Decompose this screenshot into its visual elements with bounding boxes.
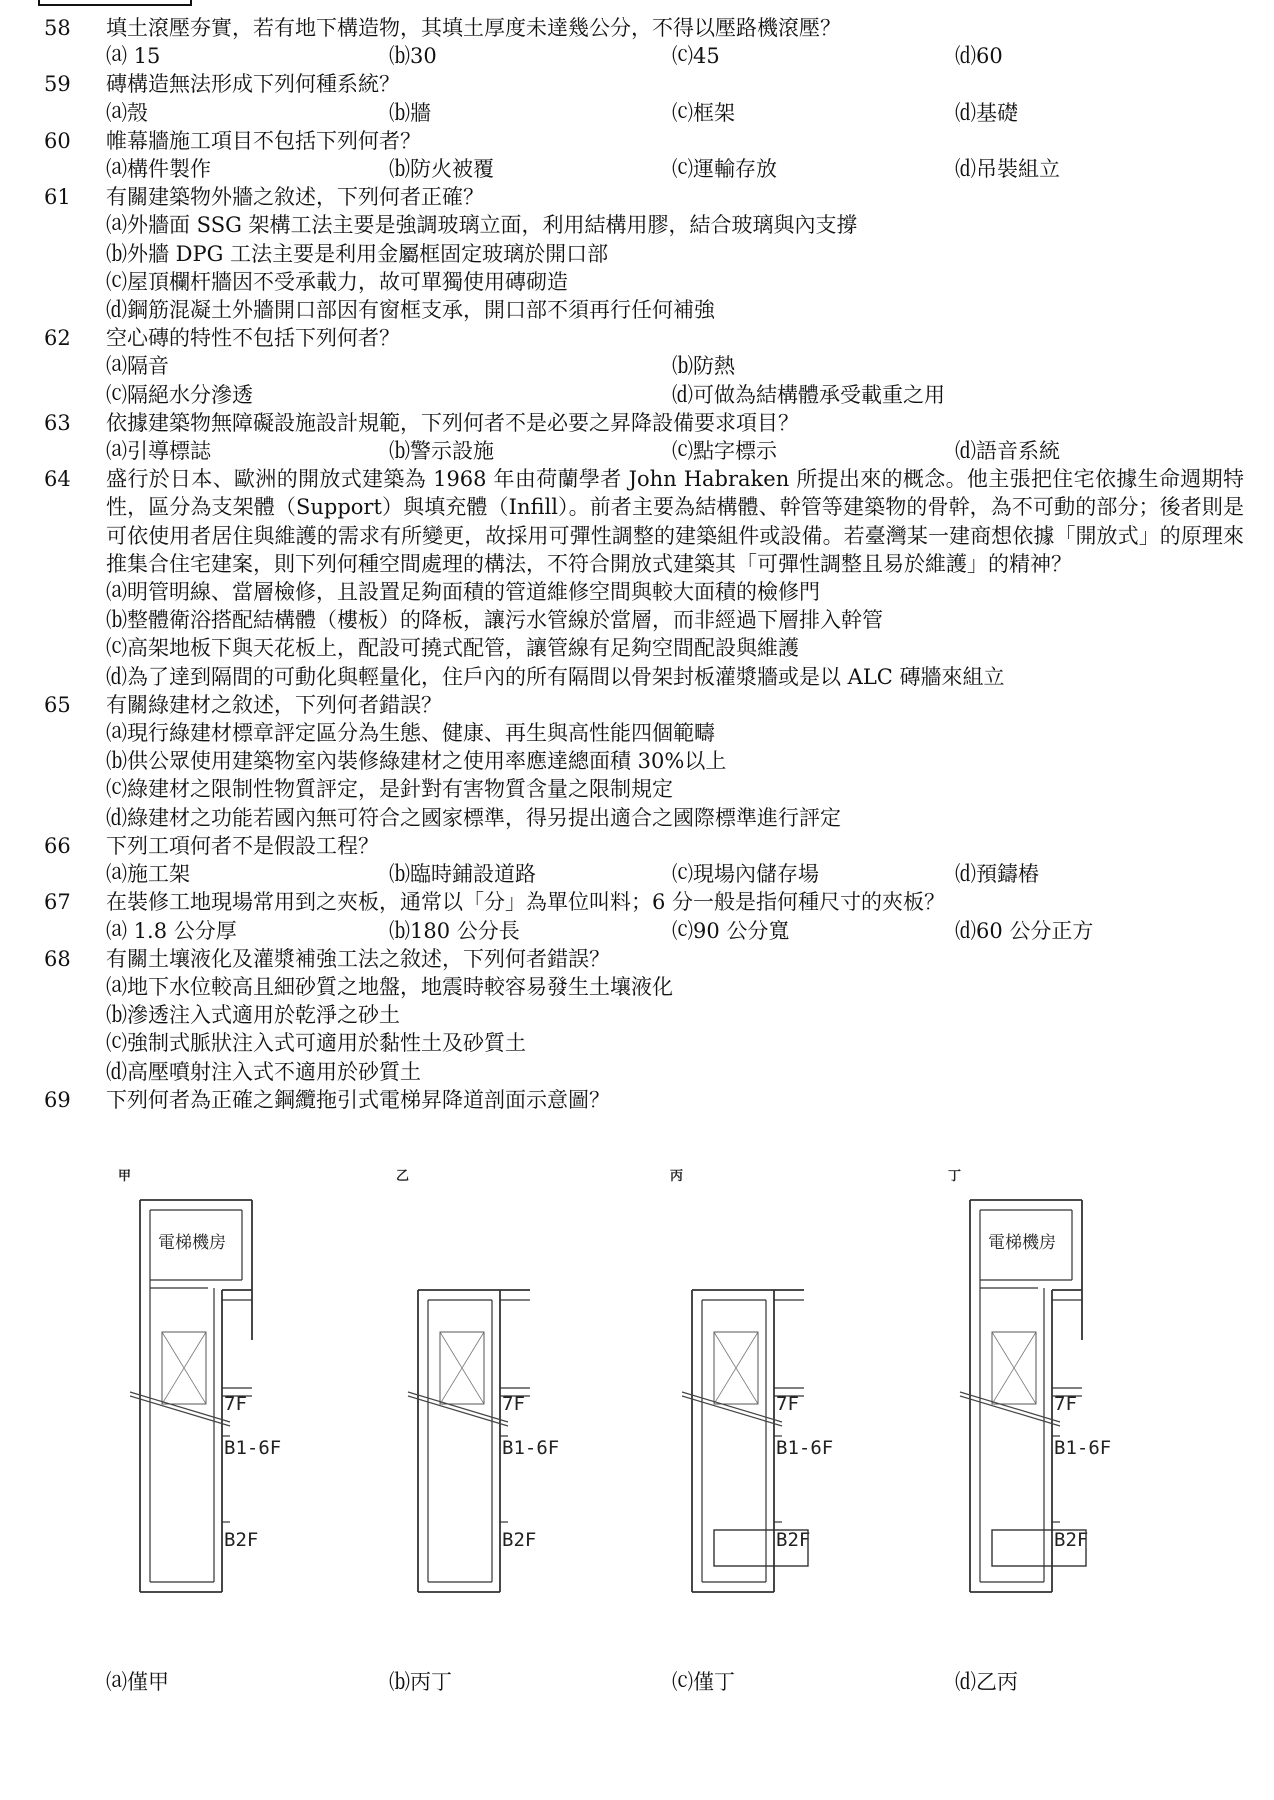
floor-label-b2f: B2F: [1054, 1529, 1089, 1551]
floor-label-b1-6f: B1-6F: [776, 1437, 834, 1459]
elevator-shaft-figure: [0, 1160, 1274, 1620]
answer-option: ⒜引導標誌: [106, 439, 211, 464]
question-stem: 空心磚的特性不包括下列何者？: [106, 326, 400, 351]
answer-option: ⒞隔絕水分滲透: [106, 382, 253, 407]
answer-option: ⒞點字標示: [672, 439, 777, 464]
answer-option: ⒜現行綠建材標章評定區分為生態、健康、再生與高性能四個範疇: [106, 721, 715, 746]
floor-label-b1-6f: B1-6F: [502, 1437, 560, 1459]
floor-label-7f: 7F: [776, 1393, 799, 1415]
option-list: [106, 211, 1244, 324]
answer-option: ⒝30: [389, 44, 437, 69]
answer-option: ⒝牆: [389, 100, 431, 125]
question-69: [44, 1086, 1244, 1114]
answer-option: ⒞強制式脈狀注入式可適用於黏性土及砂質土: [106, 1031, 526, 1056]
floor-label-7f: 7F: [224, 1393, 247, 1415]
question-number: 59: [44, 72, 71, 97]
question-58: [44, 14, 1244, 70]
answer-option: ⒝臨時鋪設道路: [389, 862, 536, 887]
q69-answer-options: [106, 1668, 1246, 1696]
answer-option: ⒟60: [955, 44, 1003, 69]
question-stem: 下列工項何者不是假設工程？: [106, 833, 379, 858]
section-cut-line: [408, 1392, 508, 1422]
question-61: [44, 183, 1244, 324]
answer-option: ⒞90 公分寬: [672, 918, 790, 943]
panel-label: 丙: [670, 1169, 684, 1184]
answer-option: ⒟60 公分正方: [955, 918, 1094, 943]
question-stem: 在裝修工地現場常用到之夾板，通常以「分」為單位叫料；6 分一般是指何種尺寸的夾板？: [106, 890, 946, 915]
answer-option: ⒝供公眾使用建築物室內裝修綠建材之使用率應達總面積 30%以上: [106, 749, 727, 774]
section-cut-line: [130, 1396, 230, 1426]
answer-option: ⒜隔音: [106, 354, 169, 379]
section-cut-line: [960, 1396, 1060, 1426]
answer-option: ⒟高壓噴射注入式不適用於砂質土: [106, 1059, 421, 1084]
question-stem: 帷幕牆施工項目不包括下列何者？: [106, 128, 421, 153]
machine-room-label: 電梯機房: [158, 1233, 226, 1253]
question-stem: 填土滾壓夯實，若有地下構造物，其填土厚度未達幾公分，不得以壓路機滾壓？: [106, 16, 841, 40]
question-number: 69: [44, 1087, 71, 1112]
question-66: [44, 832, 1244, 888]
question-number: 68: [44, 946, 71, 971]
question-stem: 下列何者為正確之鋼纜拖引式電梯昇降道剖面示意圖？: [106, 1087, 610, 1112]
answer-option: ⒟吊裝組立: [955, 157, 1060, 182]
question-number: 62: [44, 326, 71, 351]
answer-option: ⒝整體衛浴搭配結構體（樓板）的降板，讓污水管線於當層，而非經過下層排入幹管: [106, 608, 883, 633]
answer-option: ⒜ 15: [106, 44, 161, 69]
machine-room-label: 電梯機房: [988, 1233, 1056, 1253]
question-stem: 依據建築物無障礙設施設計規範，下列何者不是必要之昇降設備要求項目？: [106, 410, 799, 435]
answer-option: ⒟為了達到隔間的可動化與輕量化，住戶內的所有隔間以骨架封板灌漿牆或是以 ALC 磚牆來組立: [106, 664, 1005, 689]
answer-option: ⒝外牆 DPG 工法主要是利用金屬框固定玻璃於開口部: [106, 241, 609, 266]
section-cut-line: [682, 1392, 782, 1422]
option-list: [106, 42, 1244, 70]
floor-label-b1-6f: B1-6F: [224, 1437, 282, 1459]
question-number: 58: [44, 16, 71, 40]
question-stem: 有關建築物外牆之敘述，下列何者正確？: [106, 185, 484, 210]
answer-option: ⒟基礎: [955, 100, 1018, 125]
question-65: [44, 691, 1244, 832]
section-cut-line: [960, 1392, 1060, 1422]
option-list: [106, 99, 1244, 127]
question-number: 60: [44, 128, 71, 153]
answer-option: ⒞綠建材之限制性物質評定，是針對有害物質含量之限制規定: [106, 777, 673, 802]
answer-option: ⒝滲透注入式適用於乾淨之砂土: [106, 1003, 400, 1028]
answer-option: ⒟乙丙: [955, 1670, 1018, 1694]
question-62: [44, 324, 1244, 409]
answer-option: ⒞高架地板下與天花板上，配設可撓式配管，讓管線有足夠空間配設與維護: [106, 636, 799, 661]
question-number: 64: [44, 467, 71, 492]
answer-option: ⒞僅丁: [672, 1670, 735, 1694]
panel-label: 丁: [948, 1169, 962, 1184]
elevator-shaft-diagrams: [0, 1160, 1274, 1620]
section-cut-line: [408, 1396, 508, 1426]
question-stem: 有關綠建材之敘述，下列何者錯誤？: [106, 692, 442, 717]
answer-option: ⒜ 1.8 公分厚: [106, 918, 237, 943]
question-number: 63: [44, 410, 71, 435]
question-list: [44, 14, 1244, 1114]
question-59: [44, 70, 1244, 126]
answer-option: ⒜僅甲: [106, 1670, 169, 1694]
question-number: 65: [44, 692, 71, 717]
answer-option: ⒞框架: [672, 100, 735, 125]
question-number: 66: [44, 833, 71, 858]
question-68: [44, 945, 1244, 1086]
option-list: [106, 155, 1244, 183]
option-list: [106, 352, 1244, 408]
answer-option: ⒞現場內儲存場: [672, 862, 819, 887]
answer-option: ⒜外牆面 SSG 架構工法主要是強調玻璃立面，利用結構用膠，結合玻璃與內支撐: [106, 213, 858, 238]
option-list: [106, 437, 1244, 465]
answer-option: ⒟預鑄樁: [955, 862, 1039, 887]
question-stem: 盛行於日本、歐洲的開放式建築為 1968 年由荷蘭學者 John Habraken 所提出來的概念。他主張把住宅依據生命週期特性，區分為支架體（Support）與填充體（Infill）。前者主要為結構體、幹管等建築物的骨幹，為不可動的部分；後者則是可依使用者居住與維護的需求有所變更，故採用可彈性調整的建築組件或設備。若臺灣某一建商想依據「開放式」的原理來推集合住宅建案，則下列何種空間處理的構法，不符合開放式建築其「可彈性調整且易於維護」的精神？: [106, 467, 1244, 576]
answer-option: ⒝180 公分長: [389, 918, 520, 943]
floor-label-b2f: B2F: [776, 1529, 811, 1551]
question-number: 61: [44, 185, 71, 210]
floor-label-b2f: B2F: [224, 1529, 259, 1551]
question-63: [44, 409, 1244, 465]
answer-option: ⒝丙丁: [389, 1670, 452, 1694]
answer-option: ⒟可做為結構體承受載重之用: [672, 382, 945, 407]
answer-option: ⒜殼: [106, 100, 148, 125]
answer-option: ⒜地下水位較高且細砂質之地盤，地震時較容易發生土壤液化: [106, 974, 673, 999]
answer-option: ⒞屋頂欄杆牆因不受承載力，故可單獨使用磚砌造: [106, 269, 568, 294]
panel-label: 乙: [396, 1169, 410, 1184]
answer-option: ⒞45: [672, 44, 720, 69]
option-list: [106, 917, 1244, 945]
floor-label-7f: 7F: [502, 1393, 525, 1415]
option-list: [106, 973, 1244, 1086]
answer-option: ⒜明管明線、當層檢修，且設置足夠面積的管道維修空間與較大面積的檢修門: [106, 580, 820, 605]
question-stem: 磚構造無法形成下列何種系統？: [106, 72, 400, 97]
answer-option: ⒟語音系統: [955, 439, 1060, 464]
question-64: [44, 465, 1244, 691]
question-60: [44, 127, 1244, 183]
answer-option: ⒝警示設施: [389, 439, 494, 464]
floor-label-b1-6f: B1-6F: [1054, 1437, 1112, 1459]
floor-label-b2f: B2F: [502, 1529, 537, 1551]
option-list: [106, 719, 1244, 832]
answer-option: ⒟綠建材之功能若國內無可符合之國家標準，得另提出適合之國際標準進行評定: [106, 805, 841, 830]
panel-label: 甲: [118, 1169, 132, 1184]
question-67: [44, 888, 1244, 944]
answer-option: ⒝防熱: [672, 354, 735, 379]
section-cut-line: [130, 1392, 230, 1422]
answer-option: ⒝防火被覆: [389, 157, 494, 182]
question-number: 67: [44, 890, 71, 915]
page-header-rule: [38, 0, 192, 6]
option-list: [106, 860, 1244, 888]
floor-label-7f: 7F: [1054, 1393, 1077, 1415]
answer-option: ⒜構件製作: [106, 157, 211, 182]
option-list: [106, 578, 1244, 691]
question-stem: 有關土壤液化及灌漿補強工法之敘述，下列何者錯誤？: [106, 946, 610, 971]
answer-option: ⒜施工架: [106, 862, 190, 887]
answer-option: ⒞運輸存放: [672, 157, 777, 182]
answer-option: ⒟鋼筋混凝土外牆開口部因有窗框支承，開口部不須再行任何補強: [106, 298, 715, 323]
section-cut-line: [682, 1396, 782, 1426]
